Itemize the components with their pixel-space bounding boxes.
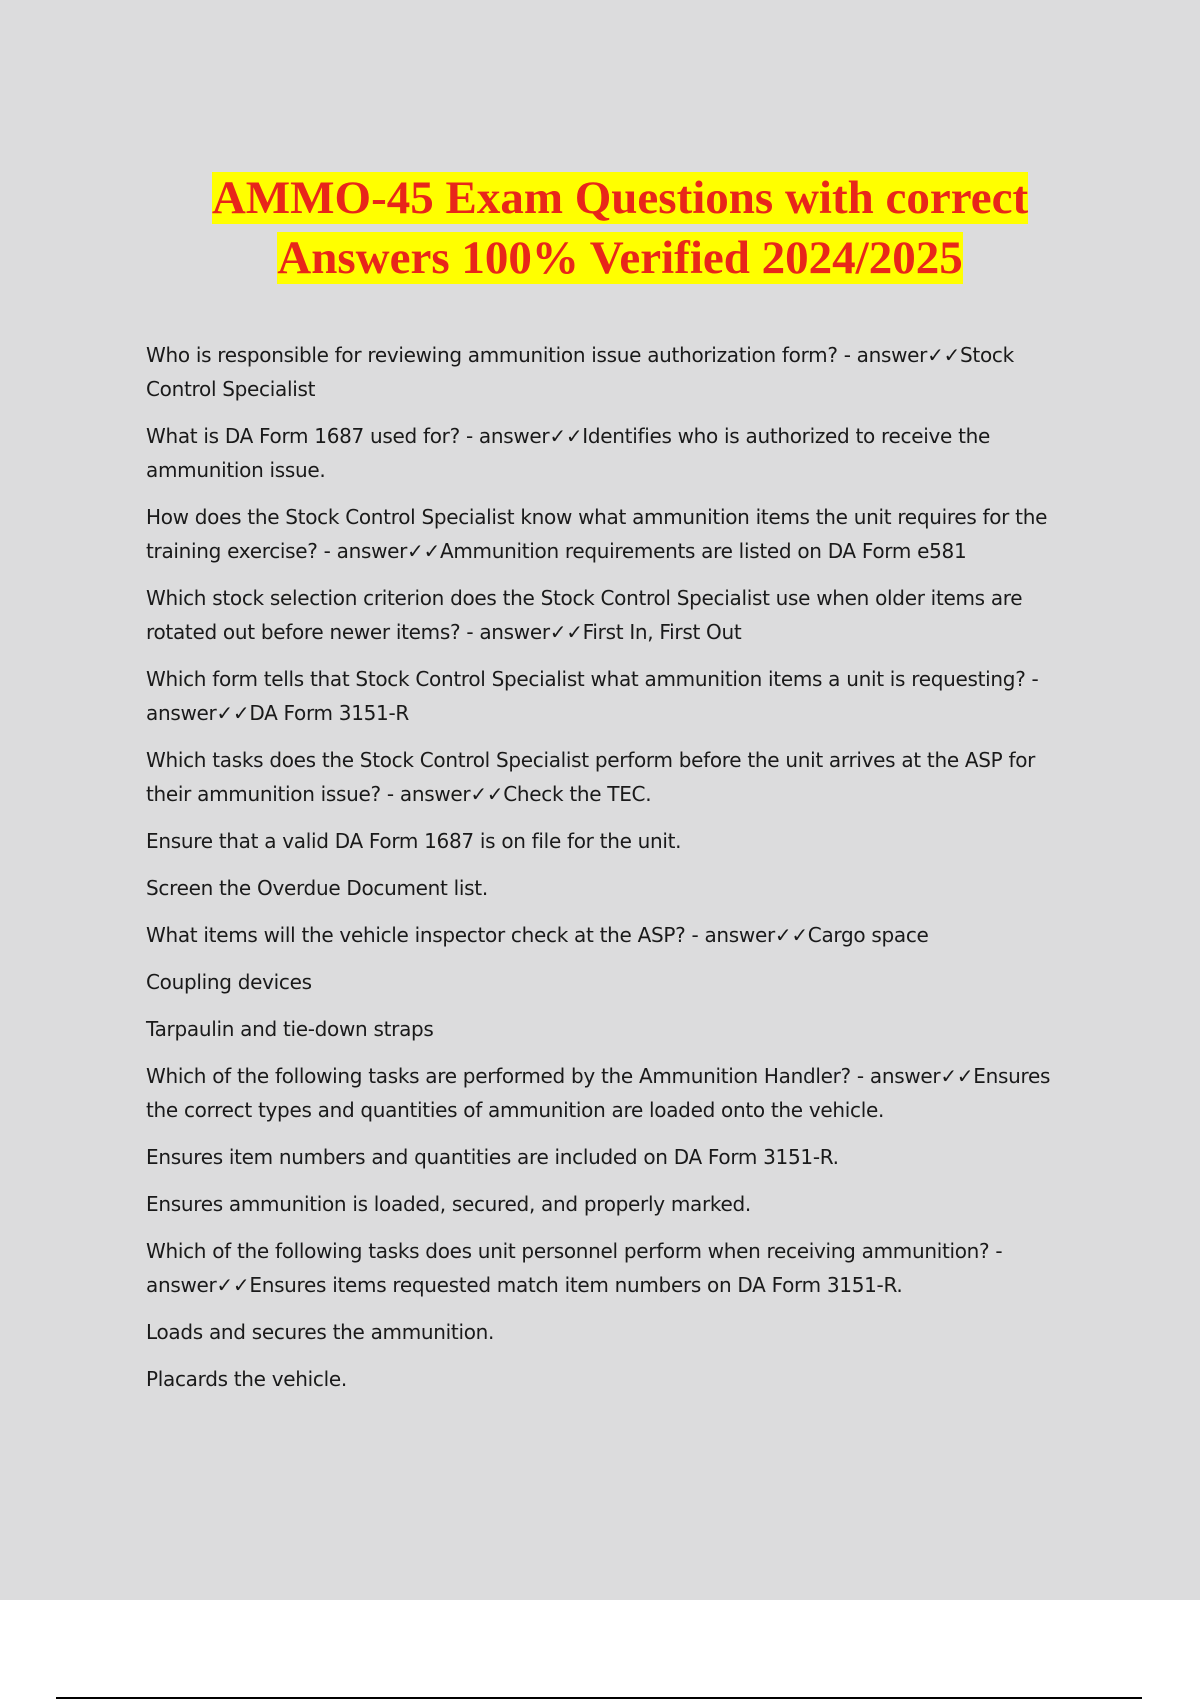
title-line-2: Answers 100% Verified 2024/2025 — [277, 232, 963, 284]
paragraph: Which form tells that Stock Control Specialist what ammunition items a unit is requesting? - answer✓✓DA Form 3151-R — [146, 667, 1039, 725]
paragraph: Coupling devices — [146, 970, 312, 994]
title-line-1: AMMO-45 Exam Questions with correct — [211, 172, 1029, 224]
paragraph: Loads and secures the ammunition. — [146, 1320, 495, 1344]
paragraph: Ensure that a valid DA Form 1687 is on file for the unit. — [146, 829, 682, 853]
paragraph: Ensures item numbers and quantities are included on DA Form 3151-R. — [146, 1145, 839, 1169]
paragraph: Screen the Overdue Document list. — [146, 876, 488, 900]
paragraph: Tarpaulin and tie-down straps — [146, 1017, 434, 1041]
paragraph: Placards the vehicle. — [146, 1367, 347, 1391]
paragraph: Which stock selection criterion does the Stock Control Specialist use when older items are rotated out before newer items? - answer✓✓First In, First Out — [146, 586, 1023, 644]
paragraph: What is DA Form 1687 used for? - answer✓✓Identifies who is authorized to receive the ammunition issue. — [146, 424, 991, 482]
paragraph: What items will the vehicle inspector check at the ASP? - answer✓✓Cargo space — [146, 923, 929, 947]
document-title — [0, 168, 1200, 288]
paragraph: Ensures ammunition is loaded, secured, and properly marked. — [146, 1192, 751, 1216]
document-body — [146, 338, 1086, 1409]
paragraph: Which of the following tasks are performed by the Ammunition Handler? - answer✓✓Ensures the correct types and quantities of ammunition are loaded onto the vehicle. — [146, 1064, 1051, 1122]
paragraph: Which tasks does the Stock Control Specialist perform before the unit arrives at the ASP for their ammunition issue? - answer✓✓Check the TEC. — [146, 748, 1036, 806]
footer-divider — [56, 1697, 1142, 1699]
paragraph: Which of the following tasks does unit personnel perform when receiving ammunition? - answer✓✓Ensures items requested match item numbers on DA Form 3151-R. — [146, 1239, 1003, 1297]
paragraph: How does the Stock Control Specialist know what ammunition items the unit requires for the training exercise? - answer✓✓Ammunition requirements are listed on DA Form e581 — [146, 505, 1048, 563]
paragraph: Who is responsible for reviewing ammunition issue authorization form? - answer✓✓Stock Control Specialist — [146, 343, 1014, 401]
